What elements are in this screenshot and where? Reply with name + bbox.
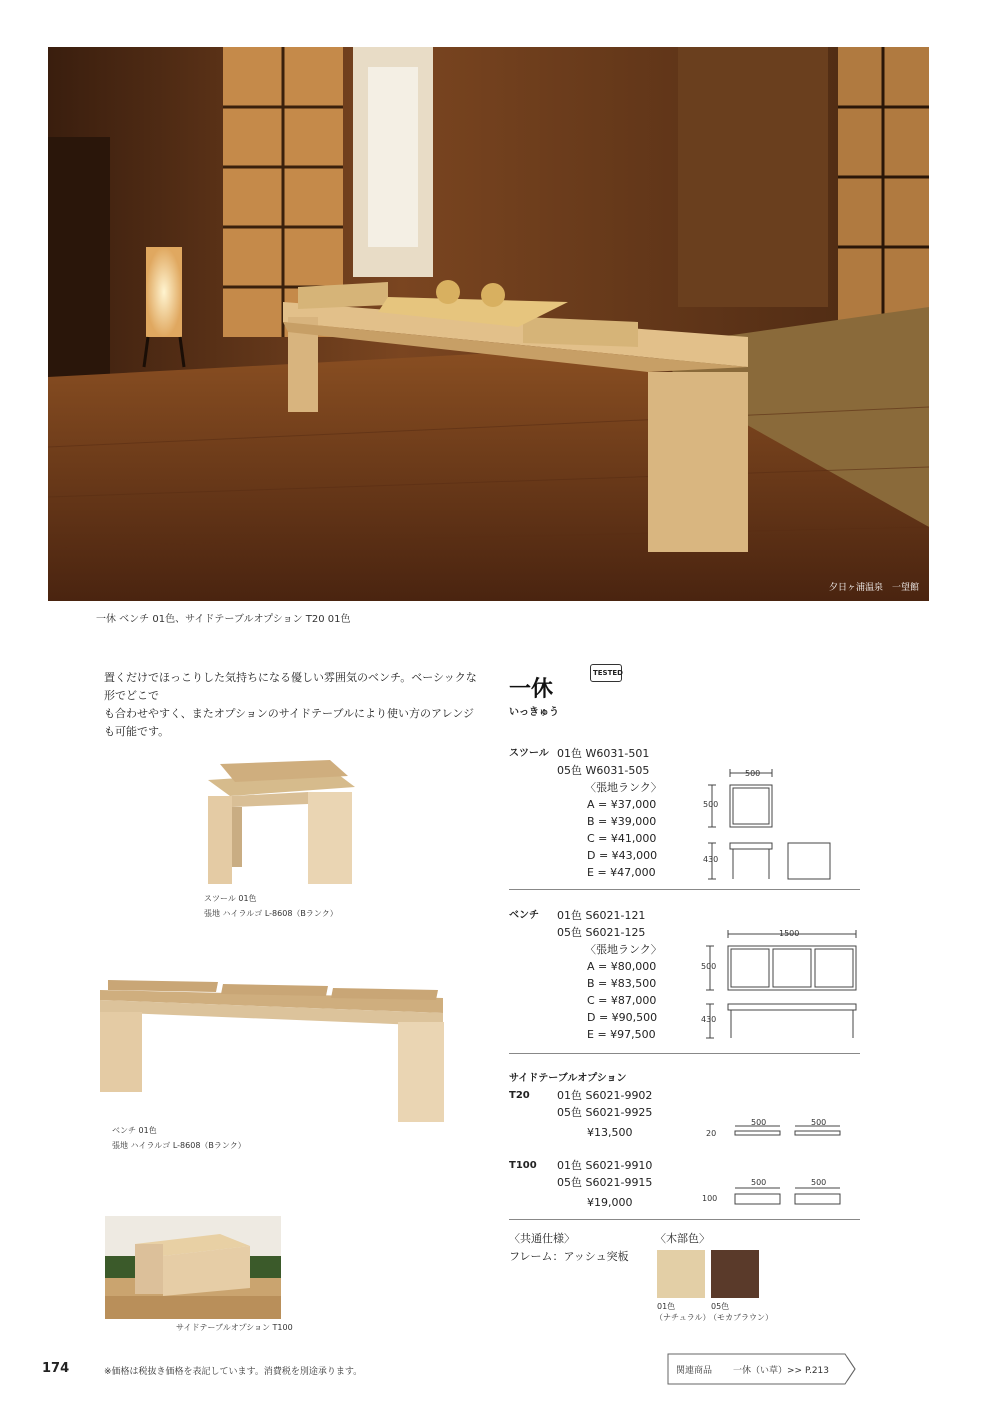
hero-image <box>48 47 929 601</box>
bench-drawing <box>700 926 860 1046</box>
t100-dim-w2: 500 <box>811 1178 827 1187</box>
stool-code-05: 05色 W6031-505 <box>557 764 650 777</box>
stool-price-c: C = ¥41,000 <box>587 832 657 845</box>
divider-3 <box>509 1219 860 1220</box>
stool-drawing <box>700 763 840 883</box>
t100-label: T100 <box>509 1160 537 1171</box>
bench-price-e: E = ¥97,500 <box>587 1028 656 1041</box>
stool-price-a: A = ¥37,000 <box>587 798 657 811</box>
bench-photo <box>98 978 448 1123</box>
wood-name-01: （ナチュラル） <box>655 1313 711 1322</box>
stool-dim-d: 500 <box>703 800 719 809</box>
t20-code-01: 01色 S6021-9902 <box>557 1089 653 1102</box>
t100-drawing <box>700 1176 850 1212</box>
stool-price-d: D = ¥43,000 <box>587 849 658 862</box>
product-title: 一休 <box>509 677 554 702</box>
stool-price-b: B = ¥39,000 <box>587 815 657 828</box>
t20-dim-h: 20 <box>706 1129 717 1138</box>
t100-code-05: 05色 S6021-9915 <box>557 1176 653 1189</box>
product-reading: いっきゅう <box>509 707 559 718</box>
divider-2 <box>509 1053 860 1054</box>
wood-code-01: 01色 <box>657 1302 676 1311</box>
hero-photo <box>48 47 929 601</box>
side-table-photo <box>105 1216 281 1319</box>
common-title: 〈共通仕様〉 <box>509 1232 575 1245</box>
stool-dim-h: 430 <box>703 855 719 864</box>
bench-dim-w: 1500 <box>779 929 800 938</box>
photo-credit: 夕日ヶ浦温泉 一望館 <box>828 583 919 593</box>
stool-rank-title: 〈張地ランク〉 <box>585 781 662 794</box>
wood-name-05: （モカブラウン） <box>709 1313 773 1322</box>
page-number: 174 <box>42 1361 70 1376</box>
t20-codes <box>557 1087 652 1121</box>
bench-dim-d: 500 <box>701 962 717 971</box>
common-frame: フレーム：アッシュ突板 <box>509 1250 629 1263</box>
t20-label: T20 <box>509 1090 530 1101</box>
intro-text <box>104 669 484 741</box>
side-table-heading: サイドテーブルオプション <box>509 1073 627 1084</box>
hero-caption: 一休 ベンチ 01色、サイドテーブルオプション T20 01色 <box>96 614 351 625</box>
stool-code-01: 01色 W6031-501 <box>557 747 650 760</box>
divider-1 <box>509 889 860 890</box>
wood-swatch-natural <box>657 1250 705 1298</box>
wood-title: 〈木部色〉 <box>655 1232 710 1245</box>
t100-dim-w1: 500 <box>751 1178 767 1187</box>
bench-code-01: 01色 S6021-121 <box>557 909 646 922</box>
bench-caption-2: 張地 ハイラルゴ L-8608（Bランク） <box>112 1141 246 1150</box>
bench-code-05: 05色 S6021-125 <box>557 926 646 939</box>
bench-dim-h: 430 <box>701 1015 717 1024</box>
t20-price: ¥13,500 <box>587 1126 633 1139</box>
stool-caption-1: スツール 01色 <box>204 894 257 903</box>
t20-code-05: 05色 S6021-9925 <box>557 1106 653 1119</box>
wood-swatch-mocha-brown <box>711 1250 759 1298</box>
related-label: 関連商品 <box>676 1366 713 1376</box>
side-table-caption: サイドテーブルオプション T100 <box>176 1323 293 1332</box>
bench-price-a: A = ¥80,000 <box>587 960 657 973</box>
intro-line-2: も合わせやすく、またオプションのサイドテーブルにより使い方のアレンジも可能です。 <box>104 707 475 738</box>
wood-code-05: 05色 <box>711 1302 730 1311</box>
stool-label: スツール <box>509 748 549 759</box>
tested-badge: TESTED <box>590 664 622 682</box>
intro-line-1: 置くだけでほっこりした気持ちになる優しい雰囲気のベンチ。ベーシックな形でどこで <box>104 671 477 702</box>
bench-label: ベンチ <box>509 910 539 921</box>
stool-dim-w: 500 <box>745 769 761 778</box>
t20-dim-w1: 500 <box>751 1118 767 1127</box>
t100-code-01: 01色 S6021-9910 <box>557 1159 653 1172</box>
t100-codes <box>557 1157 652 1191</box>
stool-price-e: E = ¥47,000 <box>587 866 656 879</box>
related-link[interactable]: 一休（い草）>> P.213 <box>733 1366 830 1376</box>
price-note: ※価格は税抜き価格を表記しています。消費税を別途承ります。 <box>104 1367 363 1377</box>
bench-price-b: B = ¥83,500 <box>587 977 657 990</box>
bench-caption-1: ベンチ 01色 <box>112 1126 157 1135</box>
bench-price-d: D = ¥90,500 <box>587 1011 658 1024</box>
bench-rank-title: 〈張地ランク〉 <box>585 943 662 956</box>
stool-codes <box>557 745 662 881</box>
t100-price: ¥19,000 <box>587 1196 633 1209</box>
stool-caption-2: 張地 ハイラルゴ L-8608（Bランク） <box>204 909 338 918</box>
t20-drawing <box>700 1116 850 1146</box>
t100-dim-h: 100 <box>702 1194 718 1203</box>
t20-dim-w2: 500 <box>811 1118 827 1127</box>
bench-codes <box>557 907 662 1043</box>
stool-photo <box>200 752 360 887</box>
bench-price-c: C = ¥87,000 <box>587 994 657 1007</box>
